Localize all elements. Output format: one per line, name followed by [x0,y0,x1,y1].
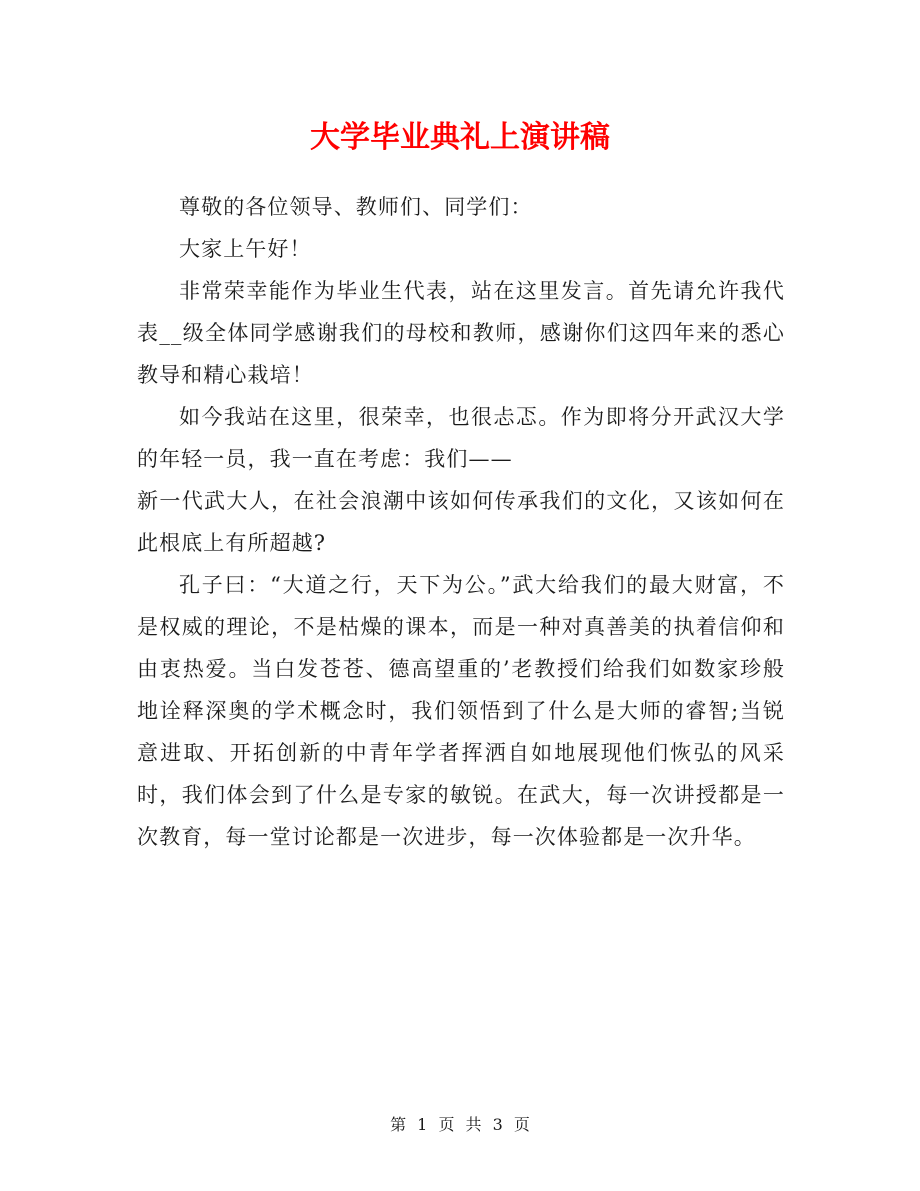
document-title: 大学毕业典礼上演讲稿 [310,120,610,155]
document-body [137,186,785,858]
paragraph-salutation: 尊敬的各位领导、教师们、同学们： [179,195,533,219]
paragraph-reflection: 如今我站在这里，很荣幸，也很忐忑。作为即将分开武汉大学的年轻一员，我一直在考虑：我们—— [137,405,785,471]
paragraph-question: 新一代武大人，在社会浪潮中该如何传承我们的文化，又该如何在此根底上有所超越? [137,489,785,555]
paragraph-confucius: 孔子曰：“大道之行，天下为公。”武大给我们的最大财富，不是权威的理论，不是枯燥的课本，而是一种对真善美的执着信仰和由衷热爱。当白发苍苍、德高望重的’老教授们给我们如数家珍般地诠释深奥的学术概念时，我们领悟到了什么是大师的睿智;当锐意进取、开拓创新的中青年学者挥洒自如地展现他们恢弘的风采时，我们体会到了什么是专家的敏锐。在武大，每一次讲授都是一次教育，每一堂讨论都是一次进步，每一次体验都是一次升华。 [137,573,785,849]
paragraph-thanks: 非常荣幸能作为毕业生代表，站在这里发言。首先请允许我代表__级全体同学感谢我们的母校和教师，感谢你们这四年来的悉心教导和精心栽培！ [137,279,785,387]
page-number-footer: 第 1 页 共 3 页 [390,1115,530,1134]
paragraph-greeting: 大家上午好！ [179,237,312,261]
